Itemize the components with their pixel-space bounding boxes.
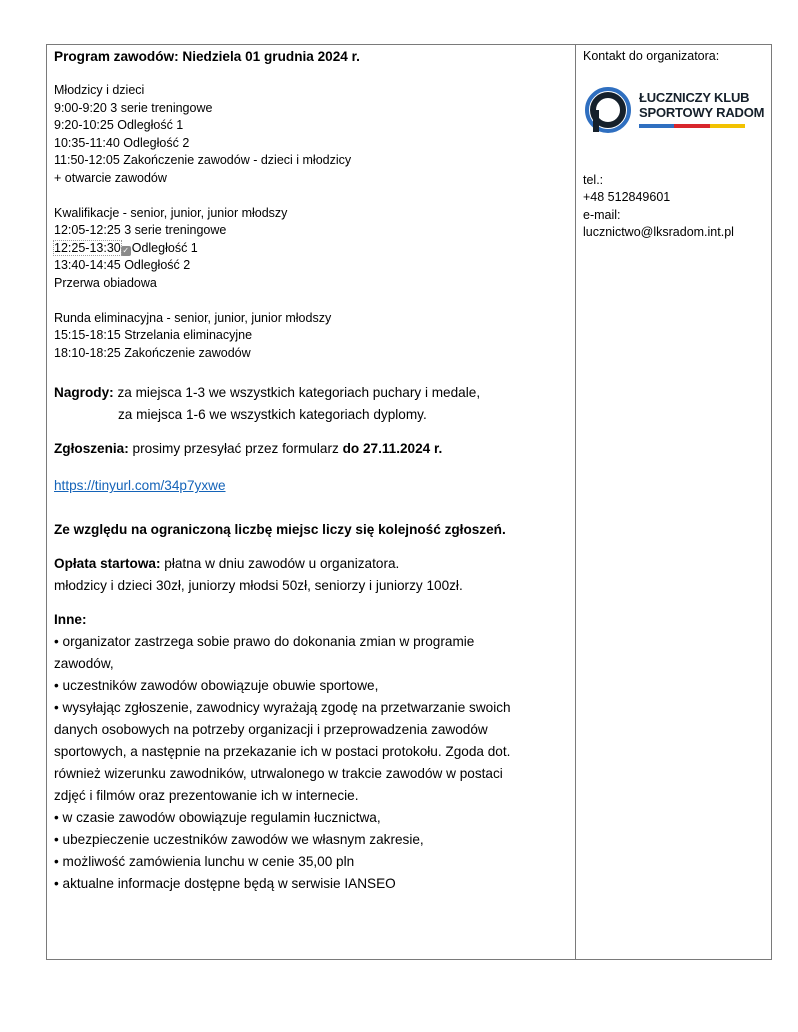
registration-link[interactable]: https://tinyurl.com/34p7yxwe [54, 478, 226, 494]
prizes-section [54, 382, 569, 426]
logo-line: SPORTOWY RADOM [639, 104, 765, 120]
program-table [46, 44, 772, 960]
tel-label: tel.: [583, 172, 604, 187]
schedule-line: 11:50-12:05 Zakończenie zawodów - dzieci i młodzicy [54, 153, 352, 168]
program-title: Program zawodów: Niedziela 01 grudnia 2024 r. [54, 49, 360, 64]
email-label: e-mail: [583, 207, 621, 222]
schedule-elimination [54, 310, 569, 363]
schedule-line: 15:15-18:15 Strzelania eliminacyjne [54, 328, 253, 343]
schedule-youth [54, 82, 569, 188]
contact-column [583, 48, 769, 242]
other-label-text: Inne: [54, 612, 87, 628]
logo-bar-yellow [710, 124, 745, 128]
schedule-line: 18:10-18:25 Zakończenie zawodów [54, 345, 251, 360]
fee-text: płatna w dniu zawodów u organizatora. [160, 556, 400, 572]
contact-details [583, 172, 769, 242]
prizes-text: za miejsca 1-3 we wszystkich kategoriach puchary i medale, [113, 385, 481, 401]
other-line: • w czasie zawodów obowiązuje regulamin łucznictwa, [54, 810, 381, 826]
other-line: sportowych, a następnie na przekazanie ich w postaci protokołu. Zgoda dot. [54, 744, 511, 760]
prizes-line: za miejsca 1-6 we wszystkich kategoriach dyplomy. [118, 407, 427, 423]
schedule-line: 10:35-11:40 Odległość 2 [54, 135, 190, 150]
checkmark-icon[interactable]: ✓ [122, 245, 130, 255]
schedule-line: + otwarcie zawodów [54, 170, 167, 185]
registration-deadline: do 27.11.2024 r. [342, 441, 443, 457]
other-line: również wizerunku zawodników, utrwalonego w trakcie zawodów w postaci [54, 766, 503, 782]
logo-bar-blue [639, 124, 674, 128]
other-line: • uczestników zawodów obowiązuje obuwie sportowe, [54, 678, 379, 694]
club-logo [583, 84, 765, 144]
other-line: • wysyłając zgłoszenie, zawodnicy wyrażają zgodę na przetwarzanie swoich [54, 700, 511, 716]
schedule-line: 9:00-9:20 3 serie treningowe [54, 100, 213, 115]
other-line: zdjęć i filmów oraz prezentowanie ich w internecie. [54, 788, 359, 804]
registration-line [54, 438, 569, 460]
logo-color-bars [639, 124, 745, 128]
prizes-line [54, 382, 569, 404]
fee-line [54, 553, 569, 575]
schedule-line: Przerwa obiadowa [54, 275, 157, 290]
schedule-text: Odległość 1 [131, 240, 198, 255]
fee-label: Opłata startowa: [54, 556, 161, 572]
other-section [54, 609, 569, 895]
other-line: • możliwość zamówienia lunchu w cenie 35,00 pln [54, 854, 355, 870]
other-line: • organizator zastrzega sobie prawo do dokonania zmian w programie [54, 634, 475, 650]
prizes-label: Nagrody: [54, 385, 114, 401]
club-emblem-icon [583, 84, 635, 136]
schedule-line [54, 240, 569, 258]
other-label [54, 609, 569, 631]
contact-header: Kontakt do organizatora: [583, 49, 720, 63]
schedule-line: Runda eliminacyjna - senior, junior, junior młodszy [54, 310, 332, 325]
program-column [54, 48, 569, 895]
order-note-text: Ze względu na ograniczoną liczbę miejsc liczy się kolejność zgłoszeń. [54, 522, 506, 538]
logo-wordmark [639, 90, 764, 120]
registration-text: prosimy przesyłać przez formularz [128, 441, 343, 457]
schedule-line: Młodzicy i dzieci [54, 83, 145, 97]
logo-bar-red [674, 124, 709, 128]
order-note [54, 519, 569, 541]
column-divider [575, 45, 576, 959]
other-line: • ubezpieczenie uczestników zawodów we własnym zakresie, [54, 832, 424, 848]
registration-link-line [54, 475, 569, 497]
schedule-line: 9:20-10:25 Odległość 1 [54, 118, 184, 133]
schedule-qualification [54, 205, 569, 293]
schedule-line: 13:40-14:45 Odległość 2 [54, 258, 191, 273]
registration-label: Zgłoszenia: [54, 441, 129, 457]
other-line: zawodów, [54, 656, 114, 672]
schedule-line: Kwalifikacje - senior, junior, junior młodszy [54, 205, 288, 220]
selected-text[interactable]: 12:25-13:30 [54, 240, 121, 255]
other-line: danych osobowych na potrzeby organizacji i przeprowadzenia zawodów [54, 722, 488, 738]
email-address: lucznictwo@lksradom.int.pl [583, 225, 734, 240]
schedule-line: 12:05-12:25 3 serie treningowe [54, 223, 227, 238]
other-line: • aktualne informacje dostępne będą w serwisie IANSEO [54, 876, 396, 892]
fee-section [54, 553, 569, 597]
fee-prices: młodzicy i dzieci 30zł, juniorzy młodsi 50zł, seniorzy i juniorzy 100zł. [54, 578, 463, 594]
tel-number: +48 512849601 [583, 190, 671, 205]
logo-line: ŁUCZNICZY KLUB [639, 89, 750, 105]
